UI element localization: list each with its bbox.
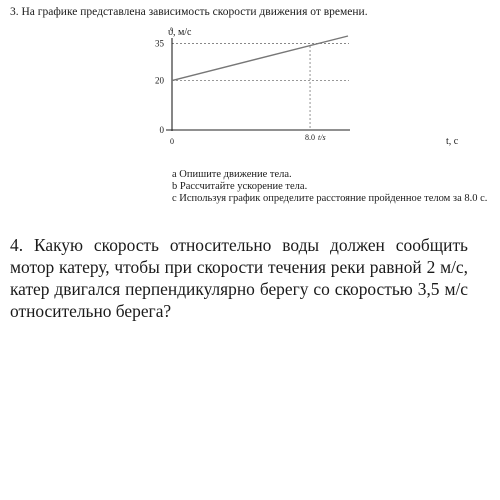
x-axis-label-far: t, c xyxy=(446,136,459,147)
y-tick-label: 35 xyxy=(155,38,164,49)
x-tick-label: 0 xyxy=(170,137,174,146)
y-tick-label: 0 xyxy=(159,125,164,135)
x-tick-label: 8.0 xyxy=(305,133,316,142)
task3-title: 3. На графике представлена зависимость скорости движения от времени. xyxy=(10,6,368,18)
question-a: a Опишите движение тела. xyxy=(172,169,292,180)
task4-text: 4. Какую скорость относительно воды должен сообщить мотор катеру, чтобы при скорости течения реки равной 2 м/с, катер двигался перпендикулярно берегу со скоростью 3,5 м/с относительно берега? xyxy=(10,235,468,321)
velocity-line xyxy=(172,36,348,81)
question-b: b Рассчитайте ускорение тела. xyxy=(172,181,308,192)
y-axis-label: ϑ, м/с xyxy=(168,27,192,38)
x-axis-label-near: t/s xyxy=(318,133,326,142)
question-c: c Используя график определите расстояние пройденное телом за 8.0 с. xyxy=(172,193,488,204)
velocity-time-chart xyxy=(0,0,500,160)
y-tick-label: 20 xyxy=(155,75,164,86)
